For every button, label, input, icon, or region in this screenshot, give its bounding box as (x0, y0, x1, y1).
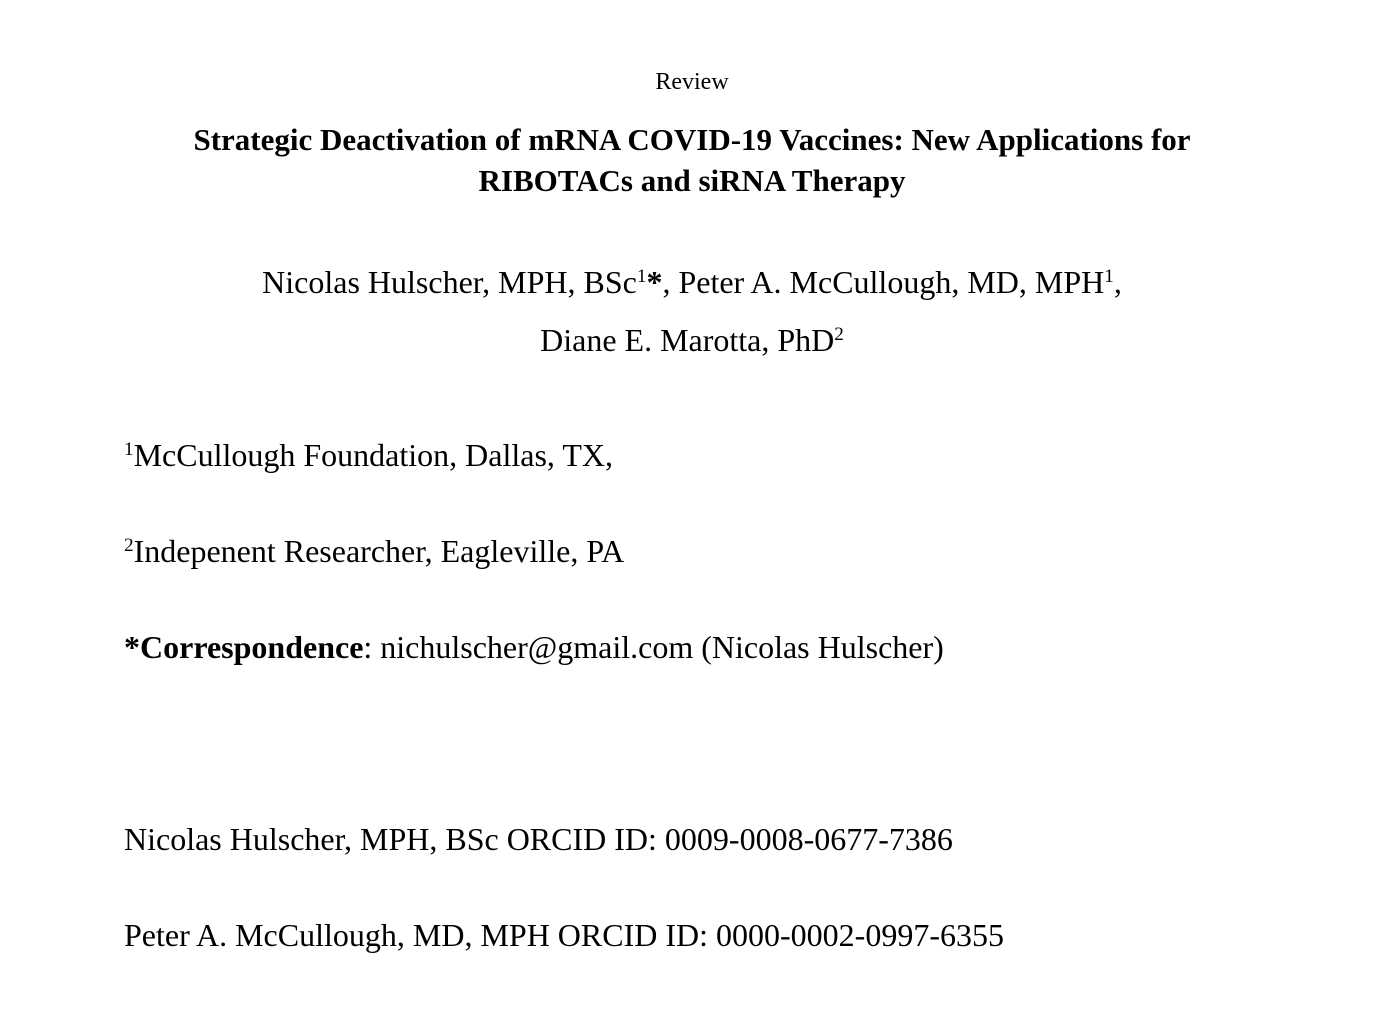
article-type-label: Review (655, 69, 729, 95)
corresponding-author-marker: * (646, 264, 663, 300)
correspondence-label: *Correspondence (124, 629, 364, 665)
correspondence-separator: : (363, 629, 381, 665)
author-affiliation-marker: 2 (834, 324, 844, 346)
orcid-line-1: Nicolas Hulscher, MPH, BSc ORCID ID: 0009-0008-0677-7386 (124, 821, 953, 857)
affiliation-number: 1 (124, 439, 134, 461)
author-separator: , (1113, 264, 1122, 300)
paper-title-line-2: RIBOTACs and siRNA Therapy (478, 163, 906, 198)
correspondence-email: nichulscher@gmail.com (Nicolas Hulscher) (380, 629, 944, 665)
affiliation-text: McCullough Foundation, Dallas, TX, (133, 437, 613, 473)
author-separator: , (662, 264, 679, 300)
affiliation-1 (124, 436, 613, 474)
author-name: Diane E. Marotta, PhD (540, 322, 835, 358)
author-name: Nicolas Hulscher, MPH, BSc (262, 264, 637, 300)
author-affiliation-marker: 1 (1104, 266, 1114, 288)
affiliation-text: Indepenent Researcher, Eagleville, PA (133, 533, 625, 569)
paper-title-line-1: Strategic Deactivation of mRNA COVID-19 Vaccines: New Applications for (193, 122, 1191, 157)
correspondence-line (124, 628, 944, 666)
orcid-line-2: Peter A. McCullough, MD, MPH ORCID ID: 0000-0002-0997-6355 (124, 917, 1004, 953)
author-list-line-1 (0, 263, 1384, 301)
affiliation-2 (124, 532, 624, 570)
author-list-line-2 (0, 321, 1384, 359)
affiliation-number: 2 (124, 535, 134, 557)
author-affiliation-marker: 1 (636, 266, 647, 288)
author-name: Peter A. McCullough, MD, MPH (678, 264, 1105, 300)
